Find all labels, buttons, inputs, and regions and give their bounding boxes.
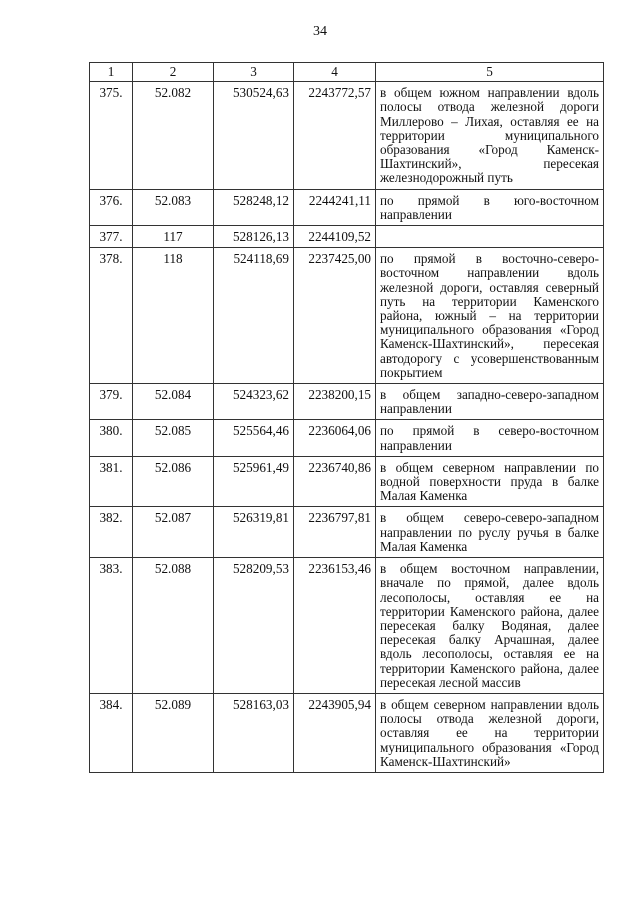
table-row (90, 189, 604, 225)
row-number: 377. (90, 226, 133, 248)
coord-x: 525961,49 (214, 456, 294, 507)
row-number: 383. (90, 558, 133, 694)
table-row (90, 420, 604, 456)
point-id: 52.084 (133, 384, 214, 420)
coord-x: 528209,53 (214, 558, 294, 694)
coord-x: 525564,46 (214, 420, 294, 456)
coord-x: 526319,81 (214, 507, 294, 558)
boundary-description: по прямой в юго-восточном направлении (376, 189, 604, 225)
boundary-description: в общем северном направлении вдоль полосы отвода железной дороги, оставляя ее на территории муниципального образования «Город Каменск-Шахтинский» (376, 693, 604, 772)
row-number: 380. (90, 420, 133, 456)
row-number: 384. (90, 693, 133, 772)
coord-y: 2236797,81 (294, 507, 376, 558)
table-row (90, 693, 604, 772)
table-row (90, 507, 604, 558)
page-number: 34 (313, 24, 327, 39)
boundary-description: в общем западно-северо-западном направлении (376, 384, 604, 420)
coordinates-table (89, 62, 604, 773)
point-id: 52.088 (133, 558, 214, 694)
coord-x: 528126,13 (214, 226, 294, 248)
point-id: 52.085 (133, 420, 214, 456)
coord-y: 2243905,94 (294, 693, 376, 772)
boundary-description: в общем южном направлении вдоль полосы отвода железной дороги Миллерово – Лихая, оставляя ее на территории муниципального образования «Город Каменск-Шахтинский», пересекая железнодорожный путь (376, 82, 604, 189)
coord-x: 530524,63 (214, 82, 294, 189)
coord-y: 2243772,57 (294, 82, 376, 189)
row-number: 382. (90, 507, 133, 558)
boundary-description (376, 226, 604, 248)
row-number: 375. (90, 82, 133, 189)
coord-x: 524118,69 (214, 248, 294, 384)
coord-y: 2236064,06 (294, 420, 376, 456)
point-id: 52.087 (133, 507, 214, 558)
boundary-description: по прямой в северо-восточном направлении (376, 420, 604, 456)
point-id: 52.089 (133, 693, 214, 772)
header-col-1: 1 (90, 63, 133, 82)
coord-x: 524323,62 (214, 384, 294, 420)
row-number: 381. (90, 456, 133, 507)
coord-y: 2237425,00 (294, 248, 376, 384)
table-row (90, 456, 604, 507)
boundary-description: в общем северном направлении по водной поверхности пруда в балке Малая Каменка (376, 456, 604, 507)
table-row (90, 82, 604, 189)
table-row (90, 384, 604, 420)
table-header-row (90, 63, 604, 82)
row-number: 379. (90, 384, 133, 420)
point-id: 52.083 (133, 189, 214, 225)
table-row (90, 226, 604, 248)
header-col-4: 4 (294, 63, 376, 82)
boundary-description: в общем северо-северо-западном направлении по руслу ручья в балке Малая Каменка (376, 507, 604, 558)
header-col-2: 2 (133, 63, 214, 82)
coord-x: 528248,12 (214, 189, 294, 225)
point-id: 52.086 (133, 456, 214, 507)
header-col-3: 3 (214, 63, 294, 82)
table-row (90, 558, 604, 694)
coord-y: 2236740,86 (294, 456, 376, 507)
coord-x: 528163,03 (214, 693, 294, 772)
row-number: 376. (90, 189, 133, 225)
header-col-5: 5 (376, 63, 604, 82)
point-id: 117 (133, 226, 214, 248)
coord-y: 2236153,46 (294, 558, 376, 694)
coord-y: 2238200,15 (294, 384, 376, 420)
row-number: 378. (90, 248, 133, 384)
boundary-description: по прямой в восточно-северо-восточном направлении вдоль железной дороги, оставляя северный путь на территории Каменского района, южный – на территории муниципального образования «Город Каменск-Шахтинский», пересекая автодорогу с усовершенствованным покрытием (376, 248, 604, 384)
point-id: 118 (133, 248, 214, 384)
coord-y: 2244109,52 (294, 226, 376, 248)
table-row (90, 248, 604, 384)
point-id: 52.082 (133, 82, 214, 189)
boundary-description: в общем восточном направлении, вначале по прямой, далее вдоль лесополосы, оставляя ее на территории Каменского района, далее пересекая балку Водяная, далее пересекая балку Арчашная, далее вдоль лесополосы, оставляя ее на территории Каменского района, далее пересекая лесной массив (376, 558, 604, 694)
coord-y: 2244241,11 (294, 189, 376, 225)
